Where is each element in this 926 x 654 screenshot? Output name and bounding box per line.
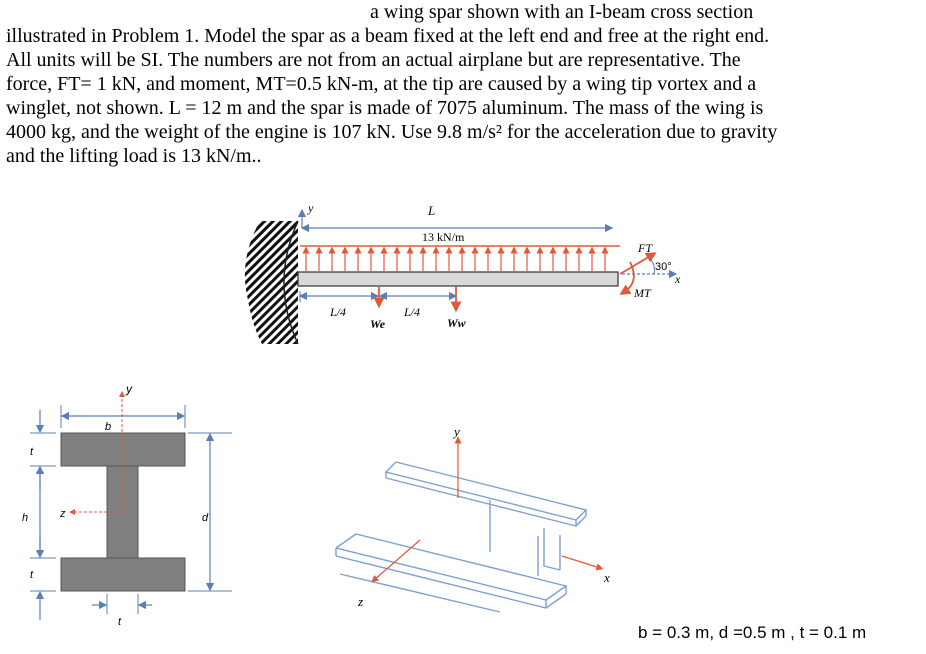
quarter-label-1: L/4 [330,305,347,319]
d-label: d [202,512,209,524]
iso-x-axis-label: x [604,570,610,585]
t-web-label: t [118,616,122,628]
load-label: 13 kN/m [422,230,465,244]
problem-line-3: All units will be SI. The numbers are not from an actual airplane but are representative. The [6,49,741,71]
problem-line-4: force, FT= 1 kN, and moment, MT=0.5 kN-m, at the tip are caused by a wing tip vortex and a [6,73,757,95]
bottom-flange [61,558,185,591]
angle-label: 30° [655,261,672,273]
t-bottom-label: t [30,569,34,581]
problem-line-6: 4000 kg, and the weight of the engine is 107 kN. Use 9.8 m/s² for the acceleration due to gravity [6,121,778,143]
beam-diagram [245,201,681,344]
spar-beam [298,272,618,286]
t-top-label: t [30,446,34,458]
h-label: h [22,512,29,524]
isometric-beam [336,462,586,612]
quarter-label-2: L/4 [404,305,421,319]
tip-force-arrow [620,255,652,274]
cs-y-axis-label: y [126,382,132,396]
problem-line-7: and the lifting load is 13 kN/m.. [6,145,262,167]
cs-z-axis-label: z [60,508,66,520]
tip-moment-label: MT [634,286,651,300]
beam-y-axis-label: y [308,201,314,215]
top-flange [61,433,185,466]
b-label: b [105,421,112,433]
iso-z-axis-label: z [358,594,364,609]
beam-x-axis-label: x [675,272,681,286]
distributed-load-arrows [306,250,605,271]
tip-force-label: FT [638,241,653,255]
tip-moment-arrow [624,262,634,292]
iso-y-axis-label: y [454,424,460,439]
wing-weight-label: Ww [447,316,466,330]
isometric-axes [357,424,610,609]
length-label: L [428,203,436,218]
problem-line-5: winglet, not shown. L = 12 m and the spar is made of 7075 aluminum. The mass of the wing is [6,97,764,119]
problem-line-1: a wing spar shown with an I-beam cross section [370,1,754,23]
dimensions-text: b = 0.3 m, d =0.5 m , t = 0.1 m [638,623,867,642]
engine-weight-label: We [370,317,386,331]
problem-line-2: illustrated in Problem 1. Model the spar as a beam fixed at the left end and free at the right end. [6,25,770,47]
cross-section-diagram [22,382,232,628]
